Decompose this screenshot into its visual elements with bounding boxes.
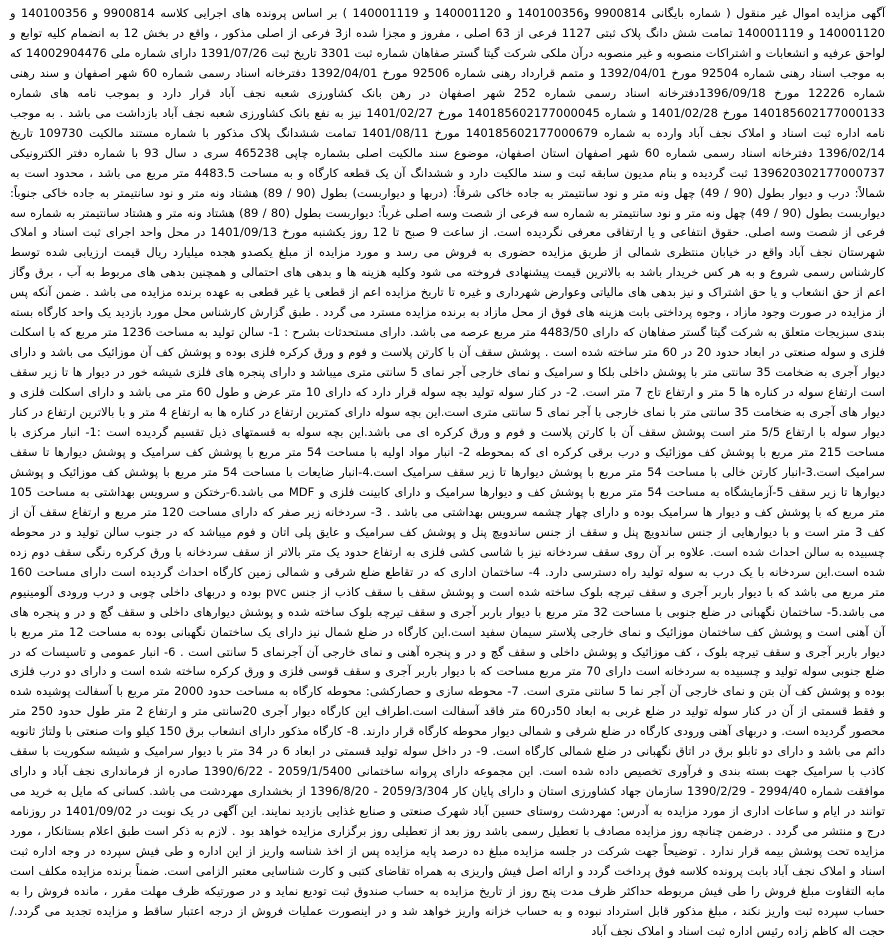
notice-body-text: آگهی مزایده اموال غیر منقول ( شماره بایگانی 9900814 و140100356 و 140001120 و 140001119 ) بر اساس پرونده های اجرایی کلاسه 9900814 و 140100356 و 140001120 و 140001119 تمامت شش دانگ پلاک ثبتی 1127 فرعی از 63 اصلی ، مفروز و مجزا شده از3 فرعی از اصلی مذکور ، واقع در بخش 12 به انضمام کلیه توابع و لواحق عرفیه و انشعابات و اشتراکات منصوبه و غیر منصوبه درآن ملکی شرکت گیتا گستر صفاهان شماره ثبت 3301 تاریخ ثبت 1391/07/26 دارای شماره ملی 14002904476 که به موجب اسناد رهنی شماره 92504 مورخ 1392/04/01 و متمم قرارداد رهنی شماره 92506 مورخ 1392/04/01 دفترخانه اسناد رسمی شماره 60 شهر اصفهان و سند رهنی شماره 12226 مورخ 1396/09/18دفترخانه اسناد رسمی شماره 252 شهر اصفهان در رهن بانک کشاورزی شعبه نجف آباد قرار دارد و بموجب نامه های شماره 140185602177000133 مورخ 1401/02/28 و شماره 140185602177000045 مورخ 1401/02/27 نیز به نفع بانک کشاورزی شعبه نجف آباد بازداشت می باشد . به موجب نامه اداره ثبت اسناد و املاک نجف آباد وارده به شماره 140185602177000679 مورخ 1401/08/11 تمامت ششدانگ پلاک مذکور با شماره مستند مالکیت 109730 تاریخ 1396/02/14 دفترخانه اسناد رسمی شماره 60 شهر اصفهان استان اصفهان، موضوع سند مالکیت اصلی بشماره چاپی 465238 سری د سال 93 با شماره دفتر الکترونیکی 139620302177000737 ثبت گردیده و بنام مدیون سابقه ثبت و سند مالکیت دارد و ششدانگ آن یک قطعه کارگاه و به مساحت 4483.5 متر مربع می باشد ، محدود است به شمالاً: درب و دیوار بطول (90 / 49) چهل ونه متر و نود سانتیمتر به جاده خاکی شرقاً: (دربها و دیواربست) بطول (90 / 89) هشتاد ونه متر و نود سانتیمتر به جاده خاکی جنوباً: دیواربست بطول (90 / 49) چهل ونه متر و نود سانتیمتر به شماره سه فرعی از شصت وسه اصلی غرباً: دیواربست بطول (80 / 89) هشتاد ونه متر و هشتاد سانتیمتر به شماره سه فرعی از شصت وسه اصلی. حقوق انتفاعی و یا ارتفاقی معرفی نگردیده است. از ساعت 9 صبح تا 12 روز یکشنبه مورخ 1401/09/13 در محل واحد اجرای ثبت اسناد و املاک شهرستان نجف آباد واقع در خیابان منتظری شمالی از طریق مزایده حضوری به فروش می رسد و مورد مزایده از مبلغ یکصدو هجده میلیارد ریال قیمت ارزیابی شده توسط کارشناس رسمی شروع و به هر کس خریدار باشد به بالاترین قیمت پیشنهادی فروخته می شود وکلیه هزینه ها و بدهی های احتمالی و همچنین بدهی های مربوط به آب ، برق وگاز اعم از حق انشعاب و یا حق اشتراک و نیز بدهی های مالیاتی وعوارض شهرداری و غیره تا تاریخ مزایده اعم از قطعی یا غیر قطعی به عهده برنده مزایده می باشد . ضمن آنکه پس از مزایده در صورت وجود مازاد ، وجوه پرداختی بابت هزینه های فوق از محل مازاد به برنده مزایده مسترد می گردد . طبق گزارش کارشناس محل مورد بازدید یک واحد کارگاه بسته بندی سبزیجات متعلق به شرکت گیتا گستر صفاهان که دارای 4483/50 متر مربع عرصه می باشد. دارای مستحدثات بشرح : 1- سالن تولید به مساحت 1236 متر مربع که با اسکلت فلزی و سوله صنعتی در ابعاد حدود 20 در 60 متر ساخته شده است . پوشش سقف آن با کارتن پلاست و فوم و ورق کرکره فلزی بوده و پوشش کف آن موزائیک می باشد و دارای دیوار آجری به ضخامت 35 سانتی متر با پوشش داخلی بلکا و سرامیک و نمای خارجی آجر نمای 5 سانتی متری میباشد و دارای پنجره های فلزی شیشه خور در دیوار ها تا زیر سقف است ارتفاع سوله در کناره ها 5 متر و ارتفاع تاج 7 متر است. 2- در کنار سوله تولید بچه سوله قرار دارد که دارای 10 متر عرض و طول 60 متر می باشد و دارای اسکلت فلزی و دیوار های آجری به ضخامت 35 سانتی متر با نمای خارجی با آجر نمای 5 سانتی متری است.این بچه سوله دارای کمترین ارتفاع در کناره ها به ارتفاع 4 متر و با بالاترین ارتفاع در کنار دیوار سوله با ارتفاع 5/5 متر است پوشش سقف آن با کارتن پلاست و فوم و ورق کرکره ای می باشد.این بچه سوله به قسمتهای ذیل تقسیم گردیده است :1- انبار مرکزی با مساحت 215 متر مربع با پوشش کف موزائیک و درب برقی کرکره ای که بمحوطه 2- انبار مواد اولیه با مساحت 54 متر مربع با پوشش کف سرامیک و پوشش دیوارها تا سقف سرامیک است.3-انبار کارتن خالی با مساحت 54 متر مربع با پوشش دیوارها تا زیر سقف سرامیک است.4-انبار ضایعات با مساحت 54 متر مربع با پوشش کف موزائیک و پوشش دیوارها تا زیر سقف 5-آزمایشگاه به مساحت 54 متر مربع با پوشش کف و دیوارها سرامیک و دارای کابینت فلزی و MDF می باشد.6-رختکن و سرویس بهداشتی به مساحت 105 متر مربع که با پوشش کف و دیوار ها سرامیک بوده و دارای چهار چشمه سرویس بهداشتی می باشد . 3- سردخانه زیر صفر که دارای مساحت 120 متر مربع و ارتفاع سقف آن از کف 3 متر است و با دیوارهایی از جنس ساندویچ پنل و سقف از جنس ساندویچ پنل و پوشش کف سرامیک و عایق پلی اتان و فوم میباشد که در جنوب سالن تولید و در محوطه چسبیده به سالن احداث شده است. علاوه بر آن روی سقف سردخانه نیز با شاسی کشی فلزی به ارتفاع حدود یک متر بالاتر از سقف سردخانه با ورق کرکره رنگی سقف دوم زده شده است.این سردخانه با یک درب به سوله تولید راه دسترسی دارد. 4- ساختمان اداری که در تقاطع ضلع شرقی و شمالی زمین کارگاه احداث گردیده است دارای مساحت 160 متر مربع می باشد که با دیوار باربر آجری و سقف تیرچه بلوک ساخته شده است و پوشش سقف با سقف کاذب از جنس pvc بوده و دربهای داخلی چوبی و درب ورودی آلومینیوم می باشد.5- ساختمان نگهبانی در ضلع جنوبی با مساحت 32 متر مربع با دیوار باربر آجری و سقف تیرچه بلوک ساخته شده و پوشش دیوارهای داخلی و سقف گچ و در و پنجره های آن آهنی است و پوشش کف ساختمان موزائیک و نمای خارجی پلاستر سیمان سفید است.این کارگاه در ضلع شمال نیز دارای یک ساختمان نگهبانی بوده به مساحت 12 متر مربع با دیوار باربر آجری و سقف تیرچه بلوک ، کف موزائیک و پوشش داخلی و سقف گچ و در و پنجره آهنی و نمای خارجی آن آجرنمای 5 سانتی است . 6- انبار عمومی و تاسیسات که در ضلع جنوبی سوله تولید و چسبیده به سردخانه است دارای 70 متر مربع مساحت که با دیوار باربر آجری و سقف قوسی فلزی و ورق کرکره ساخته شده است و دارای دو درب فلزی بوده و پوشش کف آن بتن و نمای خارجی آن آجر نما 5 سانتی متری است. 7- محوطه سازی و حصارکشی: محوطه کارگاه به مساحت حدود 2000 متر مربع با آسفالت پوشیده شده و فقط قسمتی از آن در کنار سوله تولید در ضلع غربی به ابعاد 50در60 متر فاقد آسفالت است.اطراف این کارگاه دیوار آجری 20سانتی متر و ارتفاع 2 متر طول حدود 250 متر محصور گردیده است. و دربهای آهنی ورودی کارگاه در ضلع شرقی و شمالی دیوار محوطه کارگاه قرار دارند. 8- کارگاه مذکور دارای انشعاب برق 150 کیلو وات صنعتی با ولتاژ ثانویه دائم می باشد و دارای دو تابلو برق در اتاق نگهبانی در ضلع شمالی کارگاه است. 9- در داخل سوله تولید قسمتی در ابعاد 6 در 34 متر با دیوار سرامیک و شیشه سکوریت با سقف کاذب با سرامیک جهت بسته بندی و فرآوری تخصیص داده شده است. این مجموعه دارای پروانه ساختمانی 2059/1/5400 - 1390/6/22 صادره از فرمانداری نجف آباد و دارای موافقت شماره 2994/40 - 1390/2/29 سازمان جهاد کشاورزی استان و دارای پایان کار 2059/3/304 - 1396/8/20 از بخشداری مهردشت می باشد. کسانی که مایل به خرید می توانند در ایام و ساعات اداری از مورد مزایده به آدرس: مهردشت روستای حسین آباد شهرک صنعتی و صنایع غذایی بازدید نمایند. این آگهی در یک نوبت در 1401/09/02 در روزنامه درج و منتشر می گردد . درضمن چنانچه روز مزایده مصادف با تعطیل رسمی باشد روز بعد از تعطیلی روز برگزاری مزایده خواهد بود . لازم به ذکر است طبق اعلام بستانکار ، مورد مزایده تحت پوشش بیمه قرار ندارد . توضیحاً جهت شرکت در جلسه مزایده مبلغ ده درصد پایه مزایده پس از اخذ شناسه واریز از این اداره و طی فیش سپرده در وجه اداره ثبت اسناد و املاک نجف آباد بابت پرونده کلاسه فوق پرداخت گردد و ارائه اصل فیش واریزی به همراه تقاضای کتبی و کارت شناسایی معتبر الزامی است. ضمناً برنده مزایده مکلف است مابه التفاوت مبلغ فروش را طی فیش مربوطه حداکثر ظرف مدت پنج روز از تاریخ مزایده به حساب صندوق ثبت تودیع نماید و در صورتیکه ظرف مهلت مقرر ، مانده فروش را به حساب سپرده ثبت واریز نکند ، مبلغ مذکور قابل استرداد نبوده و به حساب خزانه واریز خواهد شد و در اینصورت عملیات فروش از درجه اعتبار ساقط و مزایده تجدید می گردد./ حجت اله کاظم زاده رئیس اداره ثبت اسناد و املاک نجف آباد bbox=[10, 6, 886, 938]
